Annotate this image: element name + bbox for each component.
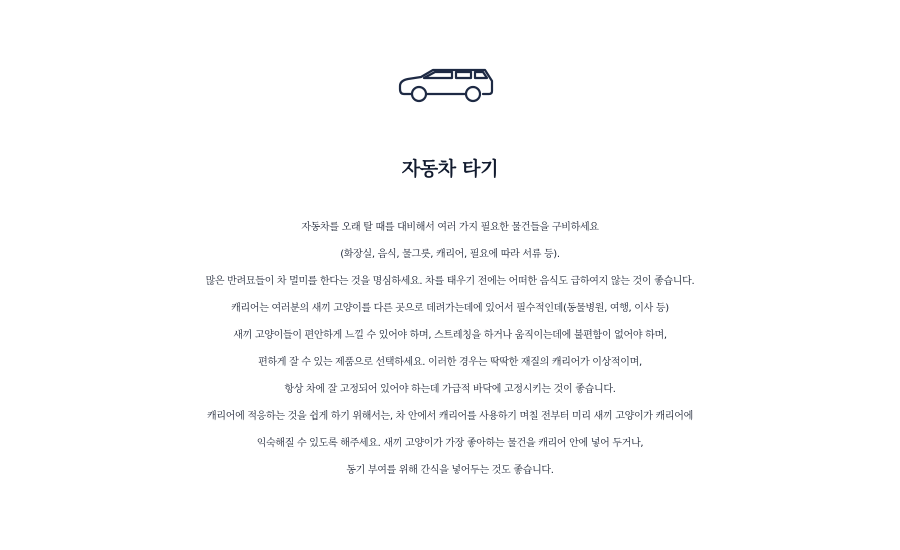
body-line: 항상 차에 잘 고정되어 있어야 하는데 가급적 바닥에 고정시키는 것이 좋습니다. bbox=[284, 384, 616, 395]
body-line: (화장실, 음식, 물그릇, 캐리어, 필요에 따라 서류 등). bbox=[340, 249, 560, 260]
body-line: 자동차를 오래 탈 때를 대비해서 여러 가지 필요한 물건들을 구비하세요 bbox=[301, 222, 599, 233]
body-line: 익숙해질 수 있도록 해주세요. 새끼 고양이가 가장 좋아하는 물건을 캐리어 안에 넣어 두거나, bbox=[256, 438, 644, 449]
body-line: 편하게 잘 수 있는 제품으로 선택하세요. 이러한 경우는 딱딱한 재질의 캐리어가 이상적이며, bbox=[258, 357, 642, 368]
body-line: 동기 부여를 위해 간식을 넣어두는 것도 좋습니다. bbox=[346, 465, 554, 476]
car-icon bbox=[397, 68, 495, 104]
body-line: 많은 반려묘들이 차 멀미를 한다는 것을 명심하세요. 차를 태우기 전에는 어떠한 음식도 급하여지 않는 것이 좋습니다. bbox=[205, 276, 695, 287]
section-body bbox=[10, 214, 890, 484]
body-line: 새끼 고양이들이 편안하게 느낄 수 있어야 하며, 스트레칭을 하거나 움직이는데에 불편함이 없어야 하며, bbox=[233, 330, 667, 341]
body-line: 캐리어에 적응하는 것을 쉽게 하기 위해서는, 차 안에서 캐리어를 사용하기 며칠 전부터 미리 새끼 고양이가 캐리어에 bbox=[207, 411, 693, 422]
section-title: 자동차 타기 bbox=[401, 158, 499, 180]
body-line: 캐리어는 여러분의 새끼 고양이를 다른 곳으로 데려가는데에 있어서 필수적인데(동물병원, 여행, 이사 등) bbox=[231, 303, 669, 314]
